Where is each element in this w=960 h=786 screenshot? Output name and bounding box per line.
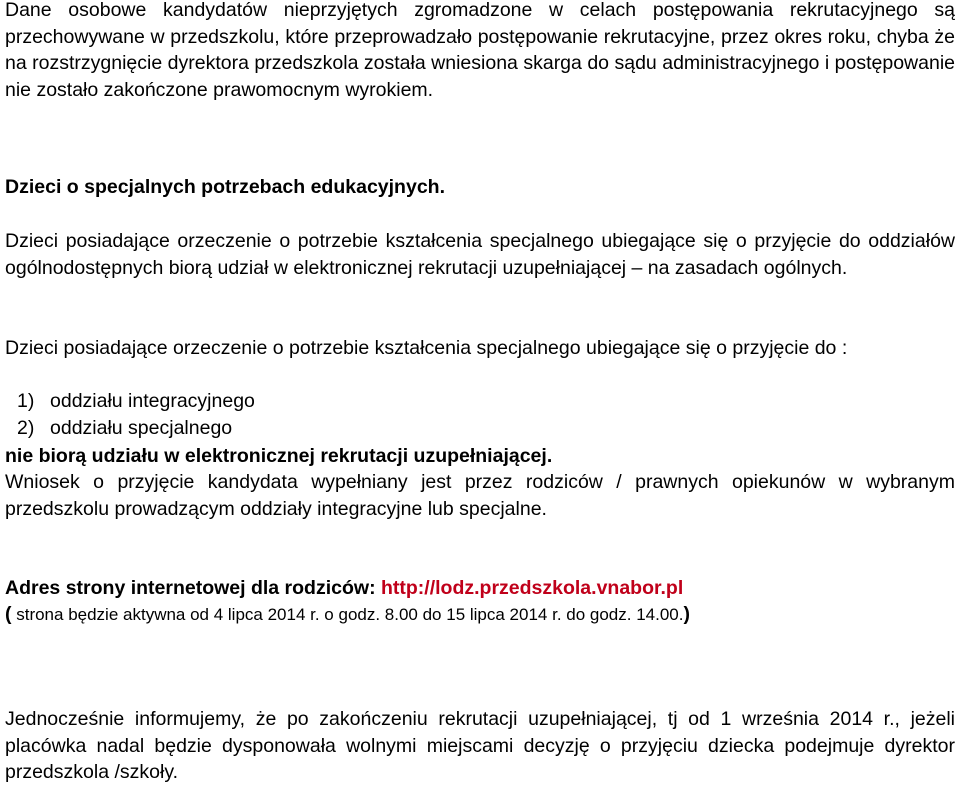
list-item-text: oddziału specjalnego — [50, 416, 233, 439]
paragraph-special-classes-intro: Dzieci posiadające orzeczenie o potrzebie kształcenia specjalnego ubiegające się o przyjęcie do : — [5, 337, 848, 359]
bold-statement: nie biorą udziału w elektronicznej rekrutacji uzupełniającej. — [5, 445, 553, 467]
special-classes-list — [5, 388, 255, 441]
heading-special-needs: Dzieci o specjalnych potrzebach edukacyjnych. — [5, 176, 445, 198]
paragraph-application: Wniosek o przyjęcie kandydata wypełniany jest przez rodziców / prawnych opiekunów w wybranym przedszkolu prowadzącym oddziały integracyjne lub specjalne. — [5, 471, 955, 520]
paragraph-after-recruitment: Jednocześnie informujemy, że po zakończeniu rekrutacji uzupełniającej, tj od 1 września 2014 r., jeżeli placówka nadal będzie dysponowała wolnymi miejscami decyzję o przyjęciu dziecka podejmuje dyrektor przedszkola /szkoły. — [5, 708, 955, 783]
website-link[interactable]: http://lodz.przedszkola.vnabor.pl — [380, 577, 684, 599]
list-item — [17, 415, 255, 442]
note-text: strona będzie aktywna od 4 lipca 2014 r. o godz. 8.00 do 15 lipca 2014 r. do godz. 14.00. — [11, 605, 684, 624]
note-close-paren: ) — [683, 603, 690, 625]
note-open-paren: ( — [5, 603, 12, 625]
availability-note — [5, 601, 690, 629]
parents-website-address — [5, 575, 683, 602]
list-item-text: oddziału integracyjnego — [50, 390, 255, 412]
list-item — [17, 388, 255, 415]
paragraph-data-retention: Dane osobowe kandydatów nieprzyjętych zgromadzone w celach postępowania rekrutacyjnego są przechowywane w przedszkolu, które przeprowadzało postępowanie rekrutacyjne, przez okres roku, chyba że na rozstrzygnięcie dyrektora przedszkola została wniesiona skarga do sądu administracyjnego i postępowanie nie zostało zakończone prawomocnym wyrokiem. — [5, 0, 955, 101]
paragraph-general-classes: Dzieci posiadające orzeczenie o potrzebie kształcenia specjalnego ubiegające się o przyjęcie do oddziałów ogólnodostępnych biorą udział w elektronicznej rekrutacji uzupełniającej – na zasadach ogólnych. — [5, 230, 955, 279]
address-label: Adres strony internetowej dla rodziców: — [5, 577, 381, 599]
list-item-number: 1) — [17, 390, 35, 412]
list-item-number: 2) — [17, 416, 35, 439]
